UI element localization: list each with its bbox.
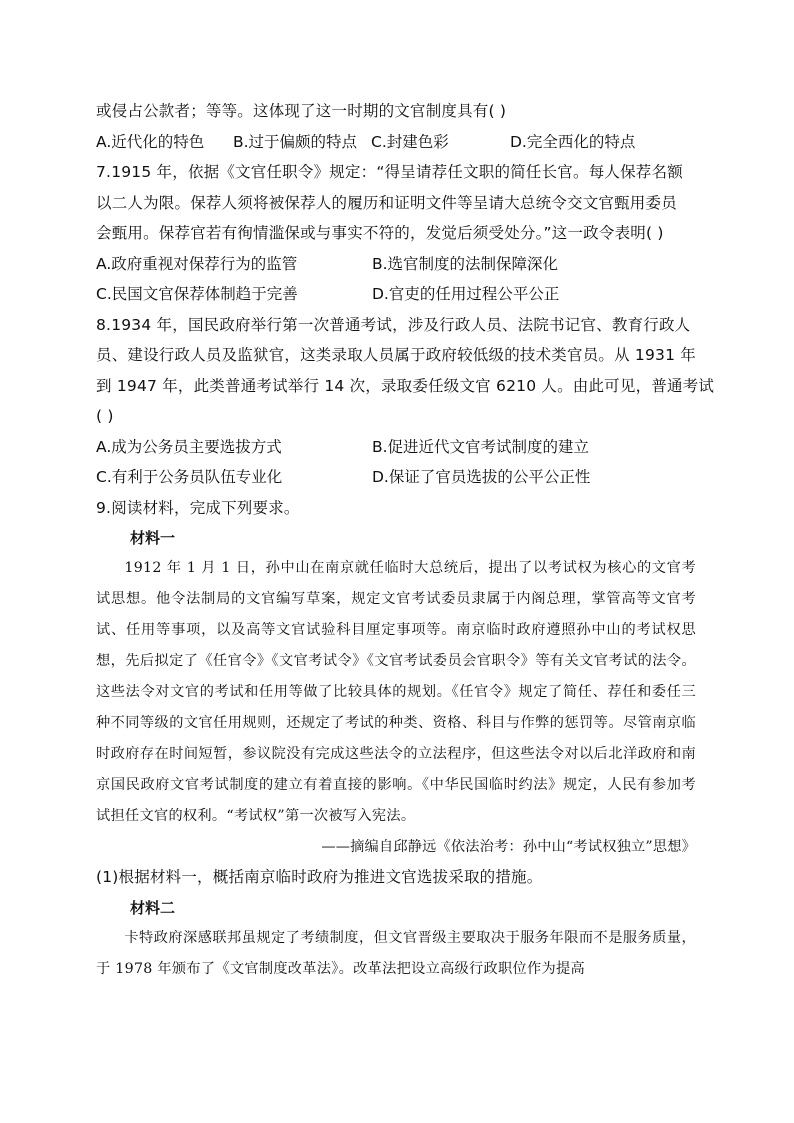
q8-option-c: C.有利于公务员队伍专业化 xyxy=(96,468,283,486)
material-2-text: 卡特政府深感联邦虽规定了考绩制度，但文官晋级主要取决于服务年限而不是服务质量，于 1978 年颁布了《文官制度改革法》。改革法把设立高级行政职位作为提高 xyxy=(96,929,696,977)
q7-option-d: D.官吏的任用过程公平公正 xyxy=(372,285,560,303)
q8-options-row-2 xyxy=(96,462,696,493)
material-1-title: 材料一 xyxy=(130,529,176,547)
q8-options-row-1 xyxy=(96,432,696,463)
q7-options-row-1 xyxy=(96,249,696,280)
q6-stem-tail: 或侵占公款者；等等。这体现了这一时期的文官制度具有( ) xyxy=(96,102,507,120)
material-1-text: 1912 年 1 月 1 日，孙中山在南京就任临时大总统后，提出了以考试权为核心的文官考试思想。他令法制局的文官编写草案，规定文官考试委员隶属于内阁总理，掌管高等文官考试、任用等事项，以及高等文官试验科目厘定事项等。南京临时政府遵照孙中山的考试权思想，先后拟定了《任官令》《文官考试令》《文官考试委员会官职令》等有关文官考试的法令。这些法令对文官的考试和任用等做了比较具体的规划。《任官令》规定了简任、荐任和委任三种不同等级的文官任用规则，还规定了考试的种类、资格、科目与作弊的惩罚等。尽管南京临时政府存在时间短暂，参议院没有完成这些法令的立法程序，但这些法令对以后北洋政府和南京国民政府文官考试制度的建立有着直接的影响。《中华民国临时约法》规定，人民有参加考试担任文官的权利。“考试权”第一次被写入宪法。 xyxy=(96,560,696,824)
page-content xyxy=(96,96,715,985)
q8-stem-line: 8.1934 年，国民政府举行第一次普通考试，涉及行政人员、法院书记官、教育行政人 xyxy=(96,315,691,334)
q6-option-c: C.封建色彩 xyxy=(371,132,449,151)
q8-option-b: B.促进近代文官考试制度的建立 xyxy=(372,437,590,456)
q7-option-b: B.选官制度的法制保障深化 xyxy=(372,254,559,273)
q6-option-d: D.完全西化的特点 xyxy=(510,132,636,151)
q6-option-a: A.近代化的特色 xyxy=(96,132,205,151)
material-1-source: ——摘编自邱静远《依法治考：孙中山“考试权独立”思想》 xyxy=(321,839,696,855)
q7-option-a: A.政府重视对保荐行为的监管 xyxy=(96,254,298,273)
q9-subquestion-1: (1)根据材料一，概括南京临时政府为推进文官选拔采取的措施。 xyxy=(96,868,543,886)
q9-stem: 9.阅读材料，完成下列要求。 xyxy=(96,498,300,517)
q7-stem-line: 7.1915 年，依据《文官任职令》规定：“得呈请荐任文职的简任长官。每人保荐名额 xyxy=(96,163,683,181)
q8-stem-line: 员、建设行政人员及监狱官，这类录取人员属于政府较低级的技术类官员。从 1931 年 xyxy=(96,346,697,364)
q6-options xyxy=(96,127,696,158)
material-2-title: 材料二 xyxy=(130,898,176,917)
q8-option-d: D.保证了官员选拔的公平公正性 xyxy=(372,468,591,486)
q8-stem-line: 到 1947 年，此类普通考试举行 14 次，录取委任级文官 6210 人。由此可见，普通考试 xyxy=(96,376,715,395)
q7-options-row-2 xyxy=(96,279,696,310)
q6-option-b: B.过于偏颇的特点 xyxy=(233,132,358,151)
q7-stem-line: 以二人为限。保荐人须将被保荐人的履历和证明文件等呈请大总统令交文官甄用委员 xyxy=(96,193,677,212)
q7-stem-line: 会甄用。保荐官若有徇情滥保或与事实不符的，发觉后须受处分。”这一政令表明( ) xyxy=(96,224,664,242)
q7-option-c: C.民国文官保荐体制趋于完善 xyxy=(96,285,298,303)
q8-stem-line: ( ) xyxy=(96,407,114,425)
q8-option-a: A.成为公务员主要选拔方式 xyxy=(96,437,282,456)
